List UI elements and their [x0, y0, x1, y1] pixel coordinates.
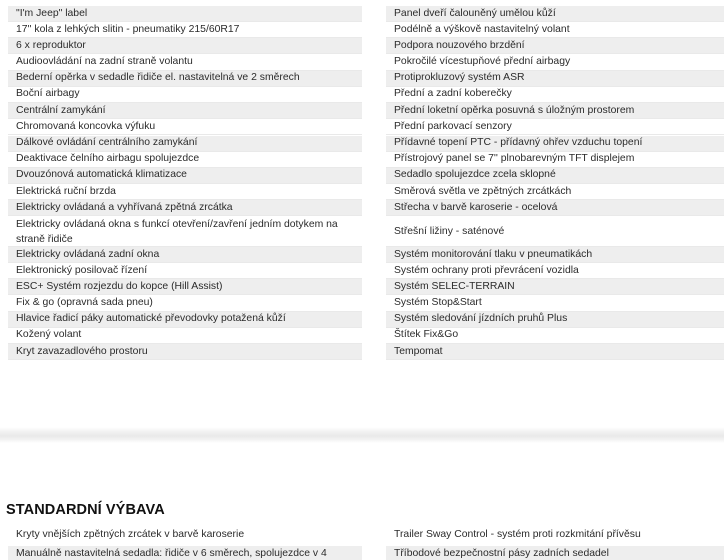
list-item: Systém monitorování tlaku v pneumatikách [386, 247, 724, 263]
standard-list-right [386, 527, 724, 560]
list-item: "I'm Jeep" label [8, 6, 362, 22]
list-item: Přední parkovací senzory [386, 119, 724, 135]
equipment-list-right [386, 6, 724, 360]
section-divider [0, 427, 724, 443]
list-item: Manuálně nastavitelná sedadla: řidiče v 6 směrech, spolujezdce v 4 [8, 546, 362, 560]
list-item: Elektricky ovládaná zadní okna [8, 247, 362, 263]
list-item: Podpora nouzového brzdění [386, 38, 724, 54]
list-item: Hlavice řadicí páky automatické převodovky potažená kůží [8, 312, 362, 328]
list-item: Střešní ližiny - saténové [386, 216, 724, 246]
list-item: 17'' kola z lehkých slitin - pneumatiky 215/60R17 [8, 22, 362, 38]
list-item: Střecha v barvě karoserie - ocelová [386, 200, 724, 216]
list-item: Fix & go (opravná sada pneu) [8, 296, 362, 312]
list-item: ESC+ Systém rozjezdu do kopce (Hill Assist) [8, 279, 362, 295]
equipment-list-left [8, 6, 362, 360]
list-item: Bederní opěrka v sedadle řidiče el. nastavitelná ve 2 směrech [8, 71, 362, 87]
list-item: Pokročilé vícestupňové přední airbagy [386, 55, 724, 71]
list-item: Chromovaná koncovka výfuku [8, 119, 362, 135]
list-item: Směrová světla ve zpětných zrcátkách [386, 184, 724, 200]
list-item: Přídavné topení PTC - přídavný ohřev vzduchu topení [386, 136, 724, 152]
list-item: Přístrojový panel se 7'' plnobarevným TFT displejem [386, 152, 724, 168]
list-item: Trailer Sway Control - systém proti rozkmitání přívěsu [386, 527, 724, 542]
list-item: Kožený volant [8, 328, 362, 344]
list-item: Centrální zamykání [8, 103, 362, 119]
list-item: Kryty vnějších zpětných zrcátek v barvě karoserie [8, 527, 362, 542]
list-item: Panel dveří čalouněný umělou kůží [386, 6, 724, 22]
list-item: Deaktivace čelního airbagu spolujezdce [8, 152, 362, 168]
list-item: Sedadlo spolujezdce zcela sklopné [386, 168, 724, 184]
list-item: Tříbodové bezpečnostní pásy zadních sedadel [386, 546, 724, 560]
list-item: Dvouzónová automatická klimatizace [8, 168, 362, 184]
list-item: Elektronický posilovač řízení [8, 263, 362, 279]
list-item: Systém sledování jízdních pruhů Plus [386, 312, 724, 328]
section-title: STANDARDNÍ VÝBAVA [6, 502, 165, 518]
list-item: Elektricky ovládaná okna s funkcí otevření/zavření jedním dotykem na straně řidiče [8, 216, 362, 246]
list-item: Elektricky ovládaná a vyhřívaná zpětná zrcátka [8, 200, 362, 216]
list-item: Podélně a výškově nastavitelný volant [386, 22, 724, 38]
list-item: Protiprokluzový systém ASR [386, 71, 724, 87]
list-item: Kryt zavazadlového prostoru [8, 344, 362, 360]
list-item: Přední loketní opěrka posuvná s úložným prostorem [386, 103, 724, 119]
list-item: Systém SELEC-TERRAIN [386, 279, 724, 295]
list-item: Přední a zadní koberečky [386, 87, 724, 103]
standard-list-left [8, 527, 362, 560]
list-item: Štítek Fix&Go [386, 328, 724, 344]
list-item: Elektrická ruční brzda [8, 184, 362, 200]
list-item: Tempomat [386, 344, 724, 360]
list-item: Systém ochrany proti převrácení vozidla [386, 263, 724, 279]
list-item: Dálkové ovládání centrálního zamykání [8, 136, 362, 152]
list-item: Audioovládání na zadní straně volantu [8, 55, 362, 71]
list-item: 6 x reproduktor [8, 38, 362, 54]
list-item: Boční airbagy [8, 87, 362, 103]
list-item: Systém Stop&Start [386, 296, 724, 312]
